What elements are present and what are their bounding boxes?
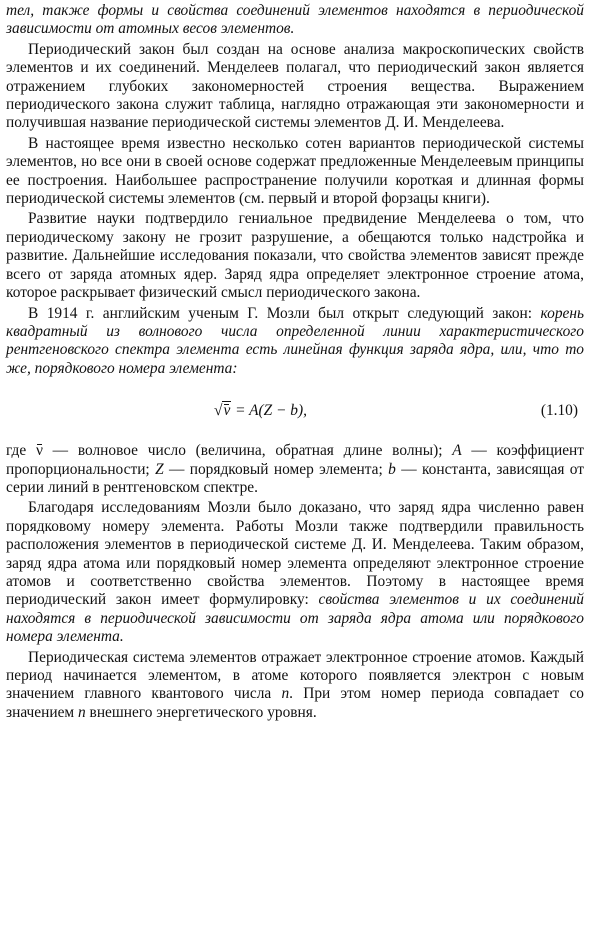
paragraph-text: Периодический закон был создан на основе анализа макроскопических свойств элементов и их соединений. Менделеев полагал, что периодический закон является отражением глубоких закономерностей строения вещества. Выражением периодического закона служит таблица, наглядно отражающая эти закономерности и получившая название периодической системы элементов Д. И. Менделеева. bbox=[6, 40, 584, 132]
paragraph-formula-legend: где ν — волновое число (величина, обратная длине волны); A — коэффициент пропорциональности; Z — порядковый номер элемента; b — константа, зависящая от серии линий в рентгеновском спектре. bbox=[6, 442, 585, 496]
modern-law-statement: свойства элементов и их соединений находятся в периодической зависимости от заряда ядра атома или порядкового номера элемента. bbox=[6, 591, 584, 646]
formula-rhs: = A(Z − b), bbox=[231, 402, 307, 420]
formula-moseley bbox=[6, 388, 584, 436]
radicand bbox=[222, 401, 231, 419]
paragraph-moseley-law bbox=[6, 305, 584, 379]
formula-expression bbox=[214, 402, 307, 420]
paragraph-law-old bbox=[6, 2, 584, 39]
paragraph-law-origin bbox=[6, 41, 584, 133]
paragraph-moseley-results bbox=[6, 499, 584, 646]
paragraph-development bbox=[6, 210, 584, 302]
paragraph-text: тел, также формы и свойства соединений элементов находятся в периодической зависимости от атомных весов элементов. bbox=[6, 2, 584, 38]
sqrt-symbol: √ν bbox=[214, 402, 231, 420]
formula-number: (1.10) bbox=[540, 402, 578, 420]
moseley-law-statement: корень квадратный из волнового числа определенной линии характеристического рентгеновского спектра элемента есть линейная функция заряда ядра, или, что то же, порядкового номера элемента: bbox=[6, 304, 584, 377]
paragraph-electronic-structure: Периодическая система элементов отражает электронное строение атомов. Каждый период начинается элементом, в атоме которого появляется электрон с новым значением главного квантового числа n. При этом номер периода совпадает со значением n внешнего энергетического уровня. bbox=[6, 648, 584, 721]
paragraph-text: В настоящее время известно несколько сотен вариантов периодической системы элементов, но все они в своей основе содержат предложенные Менделеевым принципы ее построения. Наибольшее распространение получили короткая и длинная формы периодической системы элементов (см. первый и второй форзацы книги). bbox=[6, 134, 584, 208]
wave-number-symbol: ν bbox=[223, 402, 231, 420]
paragraph-text: В 1914 г. английским ученым Г. Мозли был открыт следующий закон: bbox=[28, 304, 541, 322]
paragraph-variants bbox=[6, 135, 584, 209]
paragraph-text: Благодаря исследованиям Мозли было доказано, что заряд ядра численно равен порядковому номеру элемента. Работы Мозли также подтвердили правильность расположения элементов в периодической системе Д. И. Менделеева. Таким образом, заряд ядра атома или порядковый номер элемента определяют электронное строение атомов и соответственно свойства элементов. Поэтому в настоящее время периодический закон имеет формулировку: bbox=[6, 499, 584, 609]
wave-number-symbol: ν bbox=[35, 442, 43, 460]
paragraph-text: Развитие науки подтвердило гениальное предвидение Менделеева о том, что периодическому закону не грозит разрушение, а обещаются только надстройка и развитие. Дальнейшие исследования показали, что свойства элементов зависят прежде всего от заряда атомных ядер. Заряд ядра определяет электронное строение атома, которое раскрывает физический смысл периодического закона. bbox=[6, 210, 584, 302]
